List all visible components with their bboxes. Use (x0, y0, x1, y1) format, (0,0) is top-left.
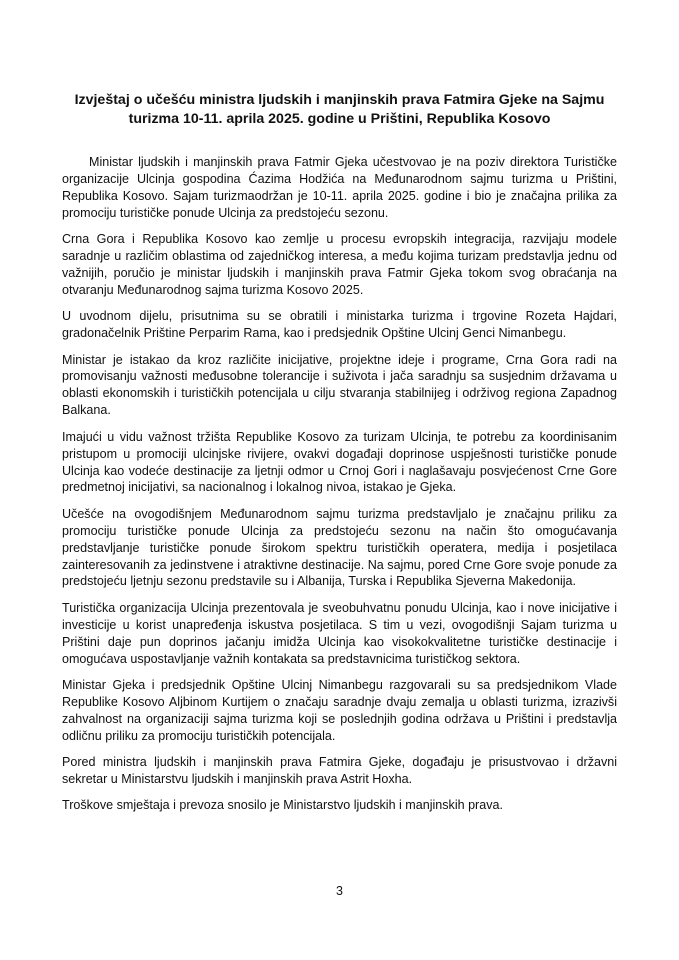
paragraph: Ministar Gjeka i predsjednik Opštine Ulcinj Nimanbegu razgovarali su sa predsjednikom Vlade Republike Kosovo Aljbinom Kurtijem o značaju saradnje dvaju zemalja u oblasti turizma, izrazivši zahvalnost na organizaciji sajma turizma koji se poslednjih godina održava u Prištini i predstavlja odličnu priliku za promociju turističkih potencijala. (62, 677, 617, 743)
paragraph: Turistička organizacija Ulcinja prezentovala je sveobuhvatnu ponudu Ulcinja, kao i nove inicijative i investicije u korist unapređenja iskustva posjetilaca. S tim u vezi, ovogodišnji Sajam turizma u Prištini daje pun doprinos jačanju imidža Ulcinja kao visokokvalitetne turističke destinacije i omogućava uspostavljanje važnih kontakata sa predstavnicima turističkog sektora. (62, 600, 617, 666)
paragraph: Troškove smještaja i prevoza snosilo je Ministarstvo ljudskih i manjinskih prava. (62, 798, 503, 813)
paragraph: Crna Gora i Republika Kosovo kao zemlje u procesu evropskih integracija, razvijaju modele saradnje u različim oblastima od zajedničkog interesa, a među kojima turizam predstavlja jednu od važnijih, poručio je ministar ljudskih i manjinskih prava Fatmir Gjeka tokom svog obraćanja na otvaranju Međunarodnog sajma turizma Kosovo 2025. (62, 232, 617, 297)
document-body (62, 154, 617, 824)
paragraph: Pored ministra ljudskih i manjinskih prava Fatmira Gjeke, događaju je prisustvovao i državni sekretar u Ministarstvu ljudskih i manjinskih prava Astrit Hoxha. (62, 755, 617, 786)
document-title: Izvještaj o učešću ministra ljudskih i manjinskih prava Fatmira Gjeke na Sajmu turizma 10-11. aprila 2025. godine u Prištini, Republika Kosovo (74, 92, 605, 127)
page-number: 3 (336, 884, 343, 898)
paragraph: Imajući u vidu važnost tržišta Republike Kosovo za turizam Ulcinja, te potrebu za koordinisanim pristupom u promociji ulcinjske rivijere, ovakvi događaji doprinose uspješnosti turističke ponude Ulcinja kao vodeće destinacije za ljetnji odmor u Crnoj Gori i naglašavaju posvjećenost Crne Gore predmetnoj inicijativi, sa nacionalnog i lokalnog nivoa, istakao je Gjeka. (62, 429, 617, 495)
paragraph: U uvodnom dijelu, prisutnima su se obratili i ministarka turizma i trgovine Rozeta Hajdari, gradonačelnik Prištine Perparim Rama, kao i predsjednik Opštine Ulcinj Genci Nimanbegu. (62, 309, 617, 341)
paragraph: Učešće na ovogodišnjem Međunarodnom sajmu turizma predstavljalo je značajnu priliku za promociju turističke ponude Ulcinja za predstojeću sezonu na način što omogućavanja predstavljanje turističke ponude širokom spektru turističkih operatera, medija i posjetilaca zainteresovanih za jedinstvene i atraktivne destinacije. Na sajmu, pored Crne Gore svoje ponude za predstojeću ljetnju sezonu predstavile su i Albanija, Turska i Republika Sjeverna Makedonija. (62, 506, 617, 589)
paragraph: Ministar ljudskih i manjinskih prava Fatmir Gjeka učestvovao je na poziv direktora Turističke organizacije Ulcinja gospodina Ćazima Hodžića na Međunarodnom sajmu turizma u Prištini, Republika Kosovo. Sajam turizmaodržan je 10-11. aprila 2025. godine i bio je značajna prilika za promociju turističke ponude Ulcinja za predstojeću sezonu. (62, 155, 617, 220)
paragraph: Ministar je istakao da kroz različite inicijative, projektne ideje i programe, Crna Gora radi na promovisanju važnosti međusobne tolerancije i suživota i jača saradnju sa susjednim državama u oblasti ekonomskih i turističkih potencijala u cilju stvaranja stabilnijeg i održivog regiona Zapadnog Balkana. (62, 352, 617, 418)
